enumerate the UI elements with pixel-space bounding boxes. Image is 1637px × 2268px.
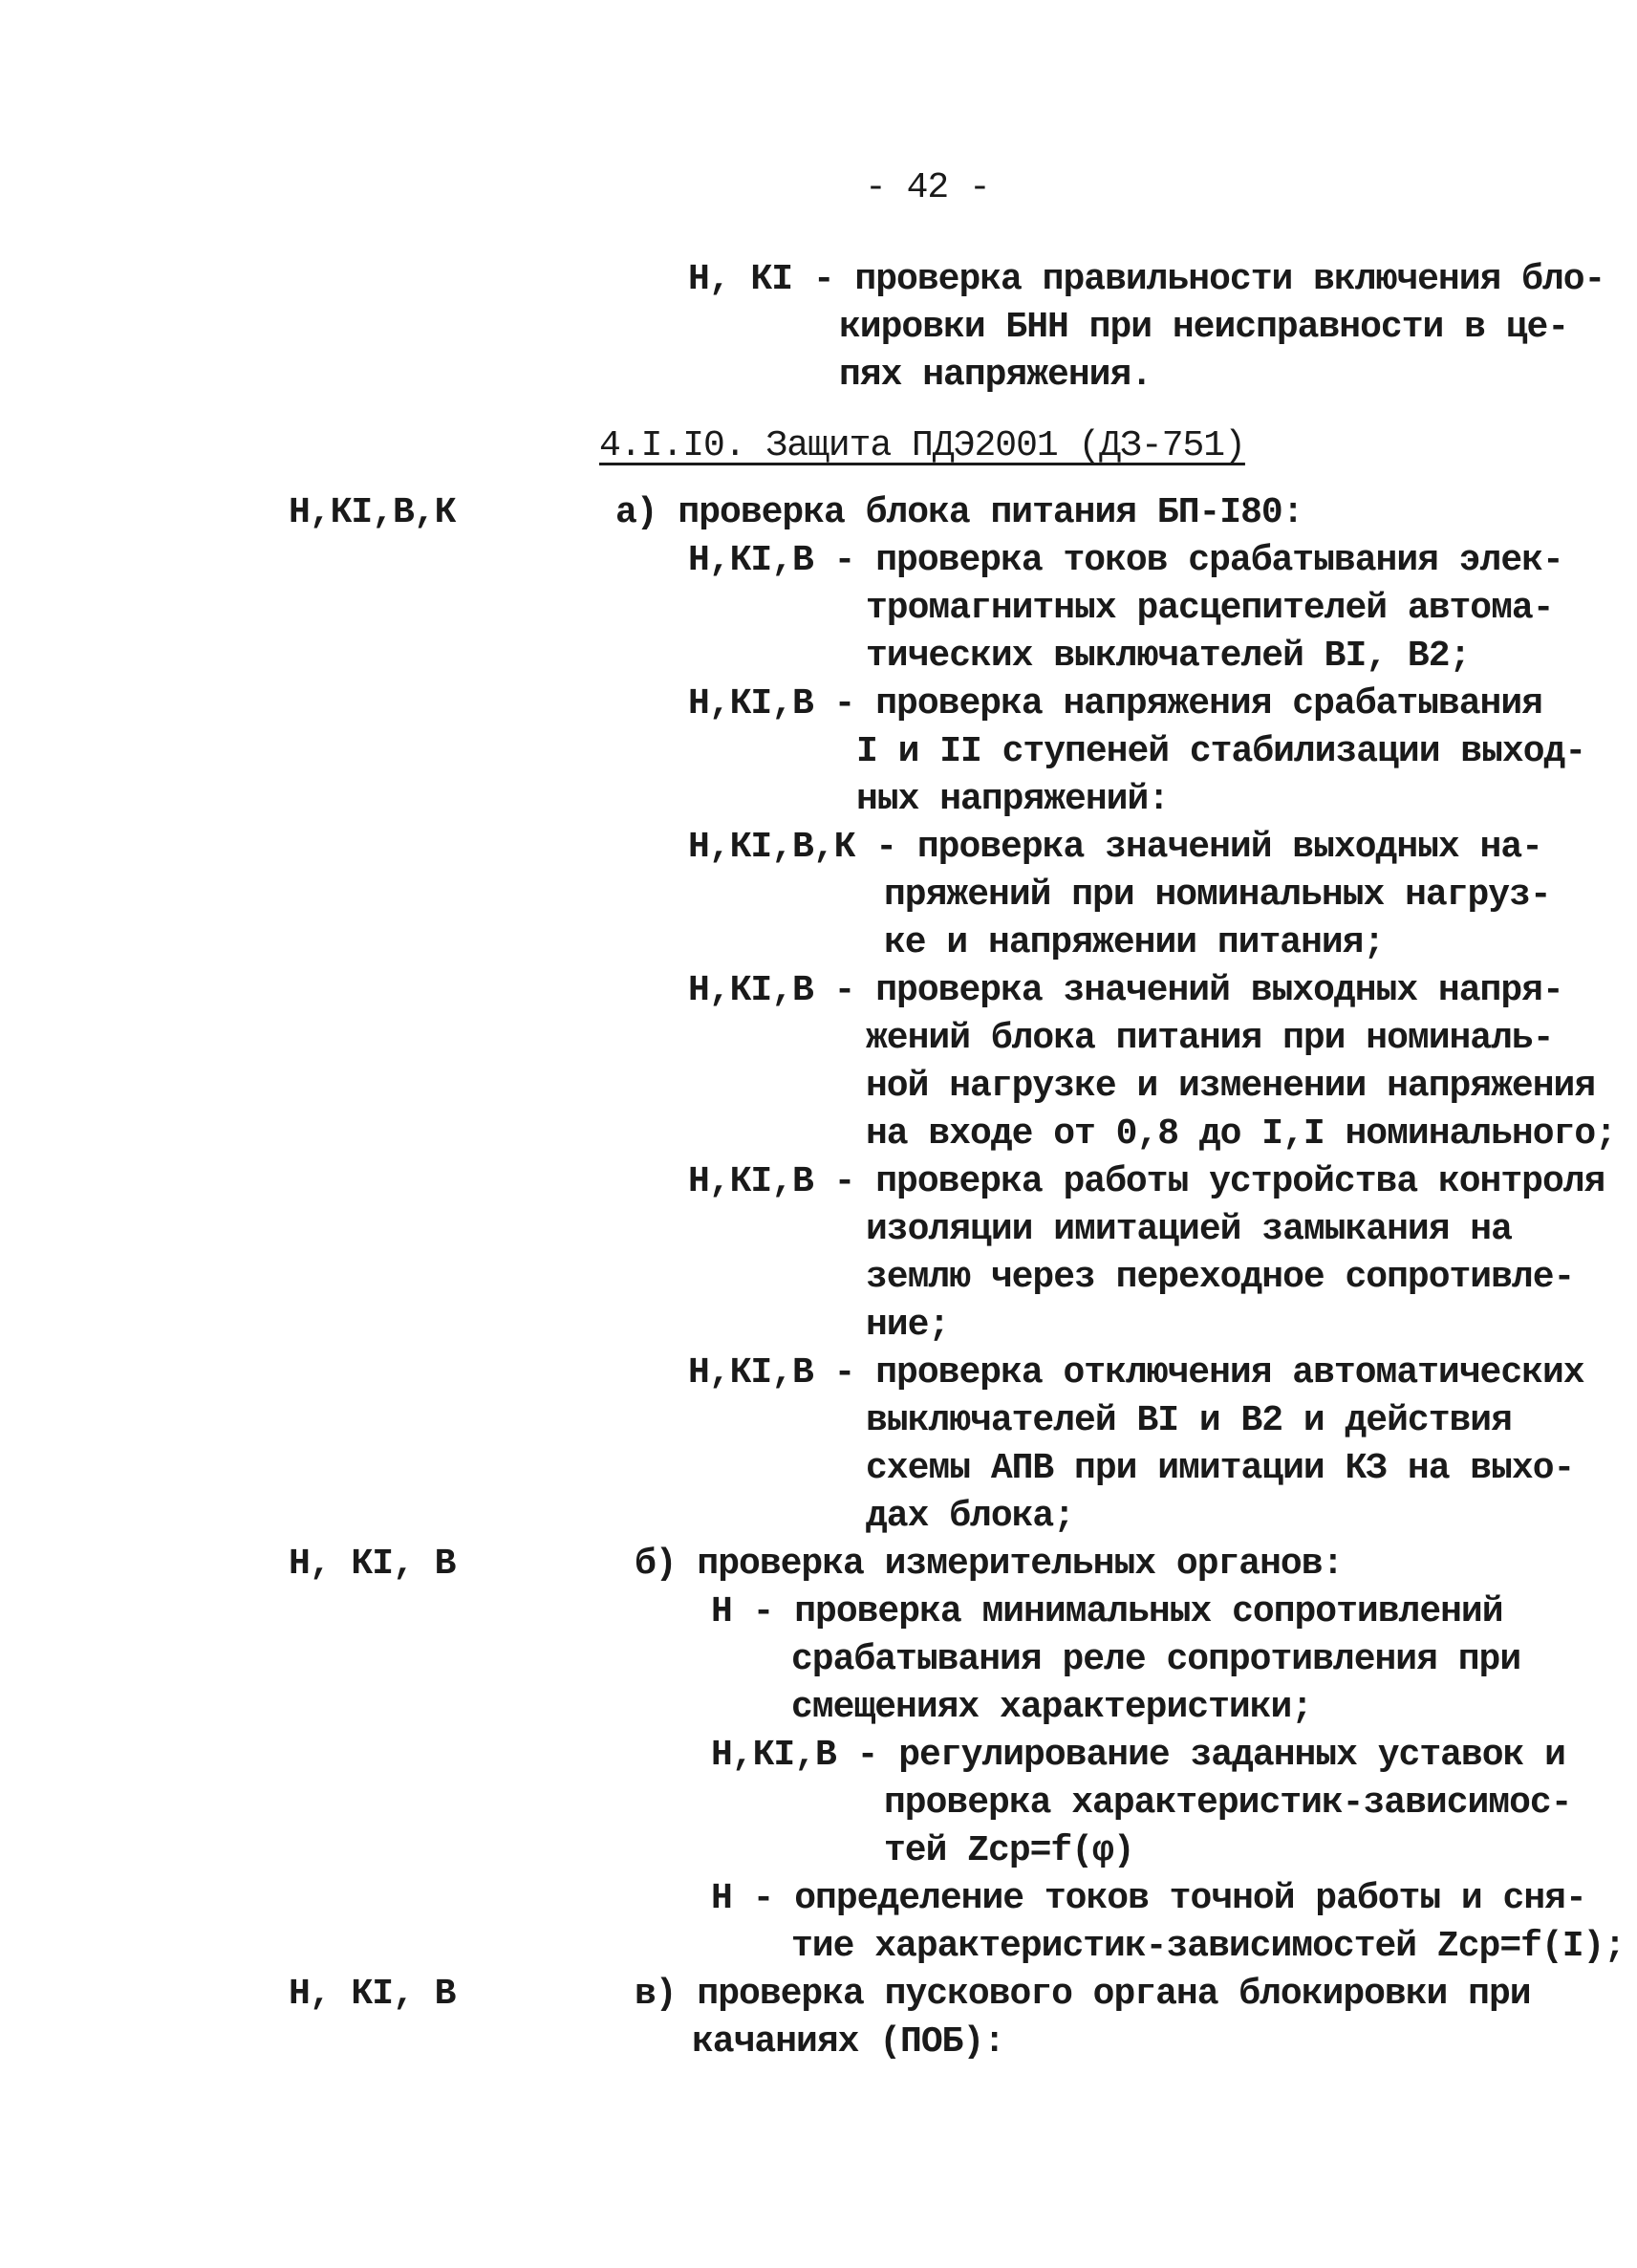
- text-line: Н,КI,В,К - проверка значений выходных на-: [688, 827, 1542, 868]
- text-line: Н,КI,В - проверка напряжения срабатывания: [688, 683, 1542, 724]
- text-line: кировки БНН при неисправности в це-: [839, 307, 1569, 348]
- text-line: землю через переходное сопротивле-: [866, 1257, 1575, 1298]
- text-line: ние;: [866, 1305, 950, 1346]
- text-line: Н - определение токов точной работы и сня-: [711, 1878, 1586, 1919]
- text-line: I и II ступеней стабилизации выход-: [856, 731, 1586, 772]
- text-line: выключателей ВI и В2 и действия: [866, 1400, 1512, 1441]
- text-line: Н,КI,В - проверка отключения автоматических: [688, 1352, 1584, 1393]
- page-number: - 42 -: [865, 167, 990, 208]
- text-line: изоляции имитацией замыкания на: [866, 1209, 1512, 1250]
- margin-note: Н, КI, В: [289, 1544, 456, 1585]
- text-line: жений блока питания при номиналь-: [866, 1018, 1554, 1059]
- text-line: Н,КI,В - проверка значений выходных напря-: [688, 970, 1563, 1011]
- text-line: пряжений при номинальных нагруз-: [884, 875, 1551, 916]
- text-line: Н, КI - проверка правильности включения бло-: [688, 259, 1605, 300]
- text-line: тромагнитных расцепителей автома-: [866, 588, 1554, 629]
- formula-line: тие характеристик-зависимостей Zср=f(I);: [791, 1926, 1626, 1967]
- margin-note: Н, КI, В: [289, 1974, 456, 2015]
- formula-line: тей Zср=f(φ): [884, 1830, 1134, 1871]
- text-line: дах блока;: [866, 1496, 1075, 1537]
- text-line: Н,КI,В - регулирование заданных уставок и: [711, 1735, 1565, 1776]
- text-line: качаниях (ПОБ):: [692, 2021, 1005, 2063]
- text-line: тических выключателей ВI, В2;: [866, 636, 1471, 677]
- text-line: схемы АПВ при имитации КЗ на выхо-: [866, 1448, 1575, 1489]
- text-line: Н,КI,В - проверка работы устройства контроля: [688, 1161, 1605, 1202]
- text-line: смещениях характеристики;: [791, 1687, 1313, 1728]
- text-line: Н,КI,В - проверка токов срабатывания элек-: [688, 540, 1563, 581]
- text-line: проверка характеристик-зависимос-: [884, 1782, 1572, 1824]
- text-line: срабатывания реле сопротивления при: [791, 1639, 1521, 1680]
- text-line: на входе от 0,8 до I,I номинального;: [866, 1113, 1616, 1155]
- margin-note: Н,КI,В,К: [289, 492, 456, 533]
- section-heading: 4.I.I0. Защита ПДЭ2001 (ДЗ-751): [599, 425, 1245, 466]
- text-line: пях напряжения.: [839, 355, 1152, 396]
- text-line: в) проверка пускового органа блокировки при: [635, 1974, 1531, 2015]
- text-line: а) проверка блока питания БП-I80:: [615, 492, 1303, 533]
- text-line: ных напряжений:: [856, 779, 1170, 820]
- text-line: Н - проверка минимальных сопротивлений: [711, 1591, 1503, 1632]
- text-line: ной нагрузке и изменении напряжения: [866, 1066, 1596, 1107]
- text-line: б) проверка измерительных органов:: [635, 1544, 1344, 1585]
- text-line: ке и напряжении питания;: [884, 922, 1385, 963]
